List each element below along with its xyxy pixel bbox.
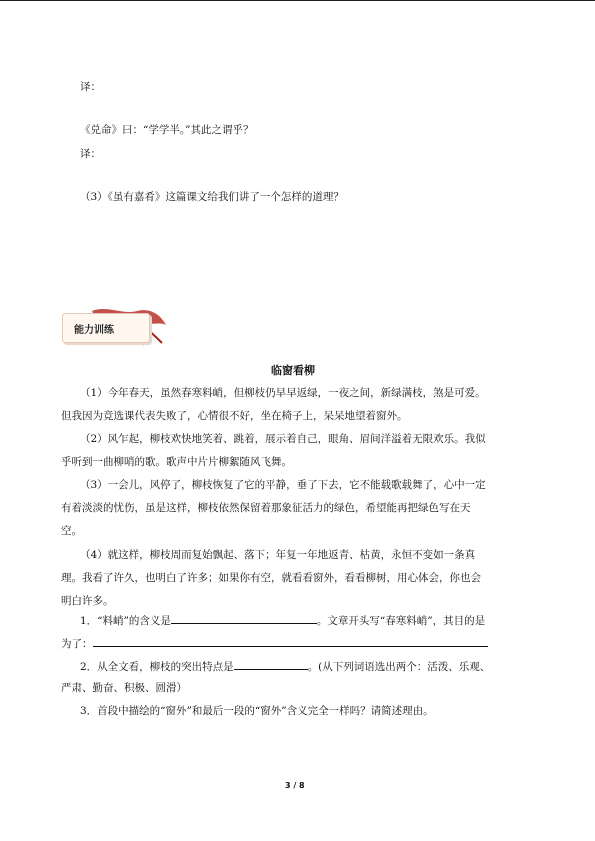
- question-1-line-1: [80, 612, 485, 628]
- question-1-suffix: 。文章开头写“春寒料峭”，其目的是: [316, 615, 486, 627]
- question-2-line-1: [80, 658, 490, 674]
- answer-blank-1[interactable]: [171, 612, 317, 624]
- page-number: 3 / 8: [285, 781, 305, 790]
- article-title: 临窗看柳: [271, 364, 315, 377]
- translation-label-2: 译：: [80, 148, 101, 160]
- paragraph-4-line-2: 理。我看了许久，也明白了许多；如果你有空，就看看窗外，看看柳树，用心体会，你也会: [61, 572, 481, 584]
- question-1-line-2-label: 为了：: [61, 638, 93, 650]
- badge-label: 能力训练: [74, 325, 114, 336]
- section-badge: [62, 307, 168, 347]
- answer-blank-3[interactable]: [234, 658, 308, 670]
- answer-blank-2[interactable]: [93, 635, 488, 647]
- paragraph-3-line-2: 有着淡淡的忧伤，虽是这样，柳枝依然保留着那象征活力的绿色，希望能再把绿色写在天: [61, 502, 471, 514]
- paragraph-3-line-3: 空。: [61, 525, 82, 537]
- top-border-line: [0, 0, 595, 1]
- translation-label-1: 译：: [80, 81, 101, 93]
- question-1-prefix: 1．“料峭”的含义是: [80, 615, 171, 627]
- paragraph-1-line-1: （1）今年春天，虽然春寒料峭，但柳枝仍早早返绿，一夜之间，新绿满枝，煞是可爱。: [80, 387, 486, 399]
- question-2-line-2: 严肃、勤奋、积极、圆滑）: [61, 682, 187, 694]
- question-1-line-2: [61, 635, 488, 651]
- paragraph-1-line-2: 但我因为竞选课代表失败了，心情很不好，坐在椅子上，呆呆地望着窗外。: [61, 410, 408, 422]
- quote-line: 《兑命》曰：“学学半。”其此之谓乎？: [80, 124, 254, 136]
- paragraph-2-line-2: 乎听到一曲柳哨的歌。歌声中片片柳絮随风飞舞。: [61, 456, 292, 468]
- question-3-top: （3）《虽有嘉肴》这篇课文给我们讲了一个怎样的道理？: [80, 191, 344, 203]
- paragraph-3-line-1: （3）一会儿，风停了，柳枝恢复了它的平静，垂了下去，它不能载歌载舞了，心中一定: [80, 479, 486, 491]
- question-3: 3．首段中描绘的“窗外”和最后一段的“窗外”含义完全一样吗？请简述理由。: [80, 705, 434, 717]
- paragraph-4-line-1: （4）就这样，柳枝周而复始飘起、落下；年复一年地返青、枯黄，永恒不变如一条真: [80, 549, 476, 561]
- question-2-suffix: 。(从下列词语选出两个：活泼、乐观、: [307, 661, 491, 673]
- question-2-prefix: 2．从全文看，柳枝的突出特点是: [80, 661, 234, 673]
- paragraph-2-line-1: （2）风乍起，柳枝欢快地笑着、跳着，展示着自己，眼角、眉间洋溢着无限欢乐。我似: [80, 433, 486, 445]
- paragraph-4-line-3: 明白许多。: [61, 595, 114, 607]
